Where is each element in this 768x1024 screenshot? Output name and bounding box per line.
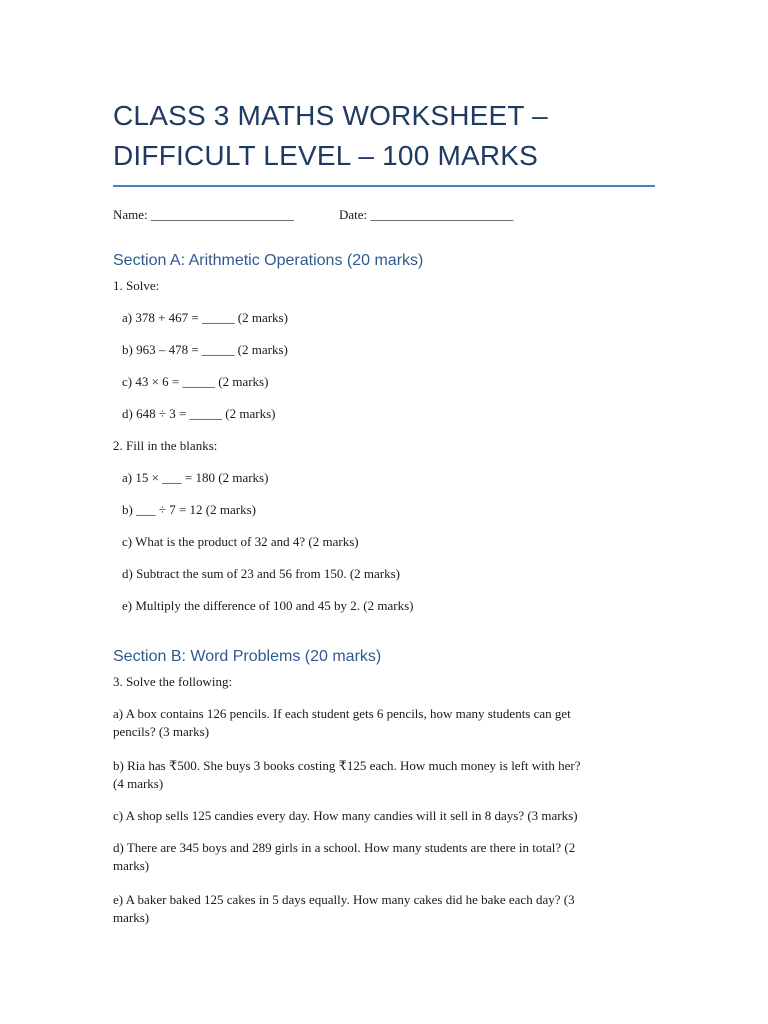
section-a: [113, 252, 655, 270]
question-1d: d) 648 ÷ 3 = _____ (2 marks): [122, 406, 276, 421]
worksheet-page: [113, 96, 655, 227]
question-3d-line-1: d) There are 345 boys and 289 girls in a school. How many students are there in total? (2: [113, 840, 576, 855]
question-3a: [113, 705, 658, 741]
section-a-heading: Section A: Arithmetic Operations (20 marks): [113, 252, 424, 269]
question-3b: [113, 757, 658, 793]
question-3e-line-2: marks): [113, 910, 150, 925]
question-3b-line-2: (4 marks): [113, 776, 164, 791]
question-2a: a) 15 × ___ = 180 (2 marks): [122, 470, 269, 485]
date-field-label: Date: ______________________: [339, 207, 514, 222]
section-b-heading: Section B: Word Problems (20 marks): [113, 648, 382, 665]
title-line-2: DIFFICULT LEVEL – 100 MARKS: [113, 140, 539, 171]
question-3c: [113, 807, 658, 825]
question-3e: [113, 891, 658, 927]
question-2: 2. Fill in the blanks:: [113, 438, 218, 453]
page-title: [113, 96, 655, 176]
name-field-label: Name: ______________________: [113, 207, 294, 222]
student-info: [113, 207, 655, 227]
question-3d-line-2: marks): [113, 858, 150, 873]
question-1: 1. Solve:: [113, 278, 160, 293]
question-1b: b) 963 – 478 = _____ (2 marks): [122, 342, 288, 357]
question-1a: a) 378 + 467 = _____ (2 marks): [122, 310, 288, 325]
question-2c: c) What is the product of 32 and 4? (2 marks): [122, 534, 359, 549]
question-3e-line-1: e) A baker baked 125 cakes in 5 days equally. How many cakes did he bake each day? (3: [113, 892, 575, 907]
question-2e: e) Multiply the difference of 100 and 45 by 2. (2 marks): [122, 598, 414, 613]
question-3: 3. Solve the following:: [113, 674, 233, 689]
question-1c: c) 43 × 6 = _____ (2 marks): [122, 374, 269, 389]
question-3a-line-2: pencils? (3 marks): [113, 724, 210, 739]
question-2b: b) ___ ÷ 7 = 12 (2 marks): [122, 502, 256, 517]
section-b: [113, 648, 655, 666]
question-3d: [113, 839, 658, 875]
question-2d: d) Subtract the sum of 23 and 56 from 150. (2 marks): [122, 566, 401, 581]
title-line-1: CLASS 3 MATHS WORKSHEET –: [113, 100, 548, 131]
question-3b-line-1: b) Ria has ₹500. She buys 3 books costing ₹125 each. How much money is left with her?: [113, 758, 581, 773]
question-3c-line-1: c) A shop sells 125 candies every day. How many candies will it sell in 8 days? (3 marks): [113, 808, 578, 823]
question-3a-line-1: a) A box contains 126 pencils. If each student gets 6 pencils, how many students can get: [113, 706, 571, 721]
title-divider: [113, 185, 655, 187]
